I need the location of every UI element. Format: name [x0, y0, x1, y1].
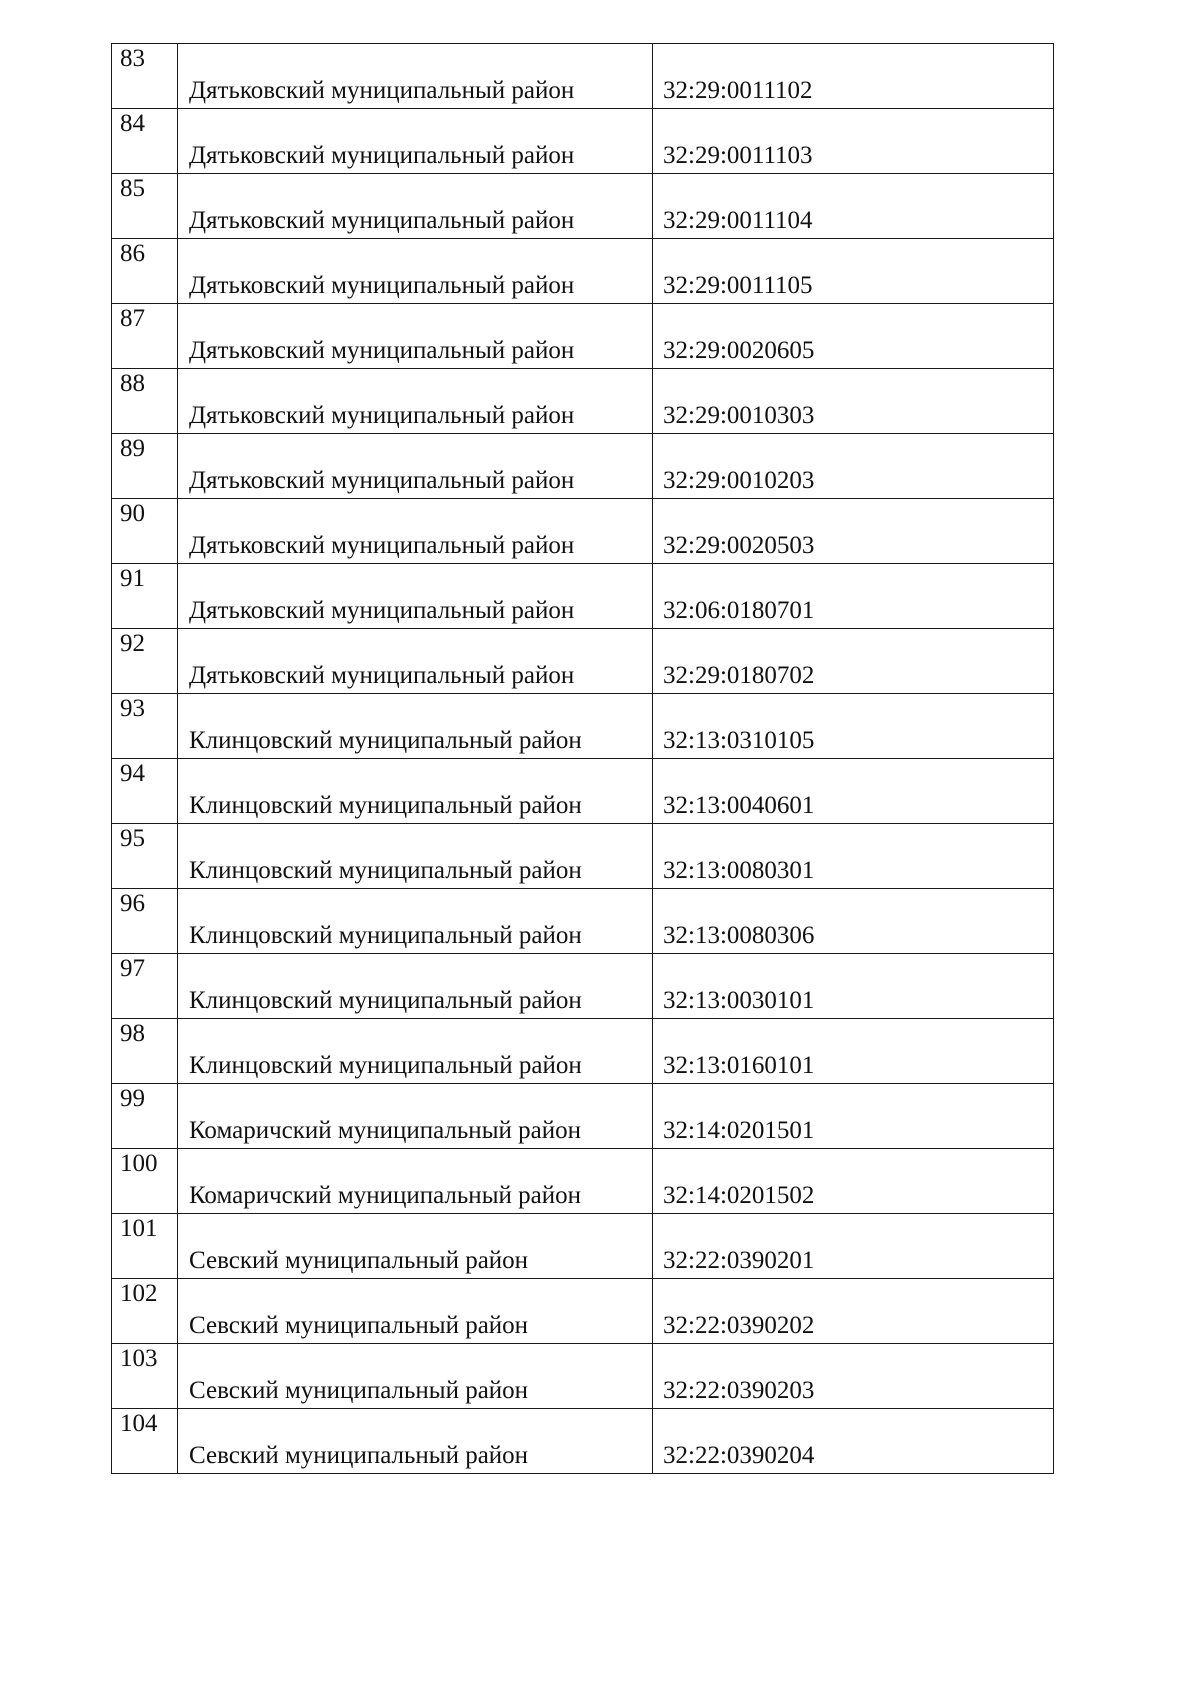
row-number-cell	[112, 304, 178, 369]
district-name: Севский муниципальный район	[189, 1377, 529, 1404]
district-cell	[178, 759, 653, 824]
district-name: Дятьковский муниципальный район	[189, 337, 575, 364]
table-row	[112, 629, 1054, 694]
cadastral-code-cell	[653, 629, 1054, 694]
row-number: 95	[120, 825, 145, 852]
cadastral-code-cell	[653, 824, 1054, 889]
cadastral-code-cell	[653, 759, 1054, 824]
row-number-cell	[112, 824, 178, 889]
cadastral-table	[111, 43, 1054, 1474]
cadastral-code: 32:14:0201501	[663, 1117, 815, 1144]
row-number: 89	[120, 435, 145, 462]
district-cell	[178, 889, 653, 954]
district-name: Дятьковский муниципальный район	[189, 662, 575, 689]
table-row	[112, 499, 1054, 564]
district-name: Комаричский муниципальный район	[189, 1182, 581, 1209]
cadastral-code-cell	[653, 434, 1054, 499]
cadastral-code: 32:29:0020605	[663, 337, 815, 364]
district-cell	[178, 239, 653, 304]
row-number-cell	[112, 1344, 178, 1409]
district-name: Севский муниципальный район	[189, 1442, 529, 1469]
row-number: 94	[120, 760, 145, 787]
table-row	[112, 369, 1054, 434]
cadastral-code: 32:29:0010203	[663, 467, 815, 494]
row-number: 88	[120, 370, 145, 397]
row-number-cell	[112, 694, 178, 759]
cadastral-code-cell	[653, 239, 1054, 304]
table-row	[112, 824, 1054, 889]
cadastral-code: 32:29:0180702	[663, 662, 815, 689]
district-cell	[178, 1084, 653, 1149]
row-number-cell	[112, 1409, 178, 1474]
row-number: 102	[120, 1280, 158, 1307]
cadastral-code: 32:22:0390204	[663, 1442, 815, 1469]
table-row	[112, 1409, 1054, 1474]
cadastral-code-cell	[653, 109, 1054, 174]
district-name: Севский муниципальный район	[189, 1247, 529, 1274]
table-row	[112, 434, 1054, 499]
row-number-cell	[112, 499, 178, 564]
cadastral-code-cell	[653, 499, 1054, 564]
row-number-cell	[112, 1019, 178, 1084]
district-name: Дятьковский муниципальный район	[189, 77, 575, 104]
table-row	[112, 759, 1054, 824]
row-number-cell	[112, 239, 178, 304]
row-number: 86	[120, 240, 145, 267]
row-number: 92	[120, 630, 145, 657]
row-number-cell	[112, 174, 178, 239]
district-cell	[178, 109, 653, 174]
row-number-cell	[112, 1214, 178, 1279]
row-number: 101	[120, 1215, 158, 1242]
row-number-cell	[112, 629, 178, 694]
cadastral-code: 32:22:0390203	[663, 1377, 815, 1404]
table-row	[112, 564, 1054, 629]
district-name: Клинцовский муниципальный район	[189, 1052, 582, 1079]
table-row	[112, 1019, 1054, 1084]
table-row	[112, 954, 1054, 1019]
cadastral-code: 32:13:0080306	[663, 922, 815, 949]
table-row	[112, 1084, 1054, 1149]
row-number-cell	[112, 1084, 178, 1149]
row-number-cell	[112, 44, 178, 109]
row-number-cell	[112, 564, 178, 629]
table-row	[112, 304, 1054, 369]
district-name: Дятьковский муниципальный район	[189, 402, 575, 429]
district-name: Дятьковский муниципальный район	[189, 597, 575, 624]
row-number-cell	[112, 954, 178, 1019]
cadastral-code-cell	[653, 694, 1054, 759]
district-name: Клинцовский муниципальный район	[189, 987, 582, 1014]
row-number-cell	[112, 109, 178, 174]
table-row	[112, 1279, 1054, 1344]
table-row	[112, 1344, 1054, 1409]
table-row	[112, 174, 1054, 239]
row-number: 100	[120, 1150, 158, 1177]
district-name: Клинцовский муниципальный район	[189, 922, 582, 949]
district-cell	[178, 824, 653, 889]
table-row	[112, 1149, 1054, 1214]
row-number: 104	[120, 1410, 158, 1437]
district-cell	[178, 1409, 653, 1474]
cadastral-code: 32:29:0010303	[663, 402, 815, 429]
table-body	[112, 44, 1054, 1474]
district-name: Клинцовский муниципальный район	[189, 727, 582, 754]
cadastral-code-cell	[653, 1214, 1054, 1279]
cadastral-code: 32:22:0390201	[663, 1247, 815, 1274]
district-cell	[178, 304, 653, 369]
cadastral-code: 32:13:0030101	[663, 987, 815, 1014]
district-cell	[178, 1344, 653, 1409]
table-row	[112, 109, 1054, 174]
row-number: 90	[120, 500, 145, 527]
cadastral-code: 32:29:0011103	[663, 142, 813, 169]
district-cell	[178, 1279, 653, 1344]
district-name: Дятьковский муниципальный район	[189, 467, 575, 494]
cadastral-code-cell	[653, 1279, 1054, 1344]
row-number: 93	[120, 695, 145, 722]
table-row	[112, 889, 1054, 954]
district-cell	[178, 434, 653, 499]
cadastral-code: 32:13:0310105	[663, 727, 815, 754]
row-number-cell	[112, 434, 178, 499]
row-number: 83	[120, 45, 145, 72]
cadastral-code-cell	[653, 564, 1054, 629]
cadastral-code-cell	[653, 1409, 1054, 1474]
cadastral-code-cell	[653, 1149, 1054, 1214]
district-cell	[178, 1214, 653, 1279]
cadastral-code: 32:13:0040601	[663, 792, 815, 819]
row-number: 84	[120, 110, 145, 137]
cadastral-code: 32:06:0180701	[663, 597, 815, 624]
table-row	[112, 239, 1054, 304]
cadastral-code: 32:29:0020503	[663, 532, 815, 559]
table-row	[112, 44, 1054, 109]
district-name: Комаричский муниципальный район	[189, 1117, 581, 1144]
district-name: Севский муниципальный район	[189, 1312, 529, 1339]
row-number: 99	[120, 1085, 145, 1112]
table-row	[112, 694, 1054, 759]
cadastral-code-cell	[653, 1344, 1054, 1409]
district-name: Дятьковский муниципальный район	[189, 272, 575, 299]
row-number-cell	[112, 1149, 178, 1214]
district-cell	[178, 1149, 653, 1214]
cadastral-code: 32:14:0201502	[663, 1182, 815, 1209]
district-cell	[178, 1019, 653, 1084]
row-number-cell	[112, 889, 178, 954]
district-cell	[178, 369, 653, 434]
cadastral-code: 32:13:0080301	[663, 857, 815, 884]
row-number-cell	[112, 1279, 178, 1344]
row-number-cell	[112, 369, 178, 434]
district-name: Дятьковский муниципальный район	[189, 532, 575, 559]
cadastral-code: 32:22:0390202	[663, 1312, 815, 1339]
cadastral-code-cell	[653, 1019, 1054, 1084]
row-number: 85	[120, 175, 145, 202]
district-name: Клинцовский муниципальный район	[189, 857, 582, 884]
cadastral-code-cell	[653, 304, 1054, 369]
cadastral-code-cell	[653, 889, 1054, 954]
cadastral-code-cell	[653, 1084, 1054, 1149]
table-row	[112, 1214, 1054, 1279]
cadastral-code: 32:29:0011104	[663, 207, 813, 234]
row-number: 91	[120, 565, 145, 592]
cadastral-code-cell	[653, 954, 1054, 1019]
district-name: Клинцовский муниципальный район	[189, 792, 582, 819]
district-cell	[178, 954, 653, 1019]
district-name: Дятьковский муниципальный район	[189, 207, 575, 234]
row-number-cell	[112, 759, 178, 824]
row-number: 87	[120, 305, 145, 332]
cadastral-code: 32:29:0011105	[663, 272, 813, 299]
district-cell	[178, 174, 653, 239]
district-cell	[178, 629, 653, 694]
district-cell	[178, 694, 653, 759]
row-number: 98	[120, 1020, 145, 1047]
row-number: 97	[120, 955, 145, 982]
district-cell	[178, 44, 653, 109]
district-cell	[178, 499, 653, 564]
cadastral-code-cell	[653, 44, 1054, 109]
cadastral-code-cell	[653, 174, 1054, 239]
district-cell	[178, 564, 653, 629]
cadastral-code-cell	[653, 369, 1054, 434]
cadastral-code: 32:29:0011102	[663, 77, 813, 104]
row-number: 96	[120, 890, 145, 917]
district-name: Дятьковский муниципальный район	[189, 142, 575, 169]
cadastral-code: 32:13:0160101	[663, 1052, 815, 1079]
row-number: 103	[120, 1345, 158, 1372]
